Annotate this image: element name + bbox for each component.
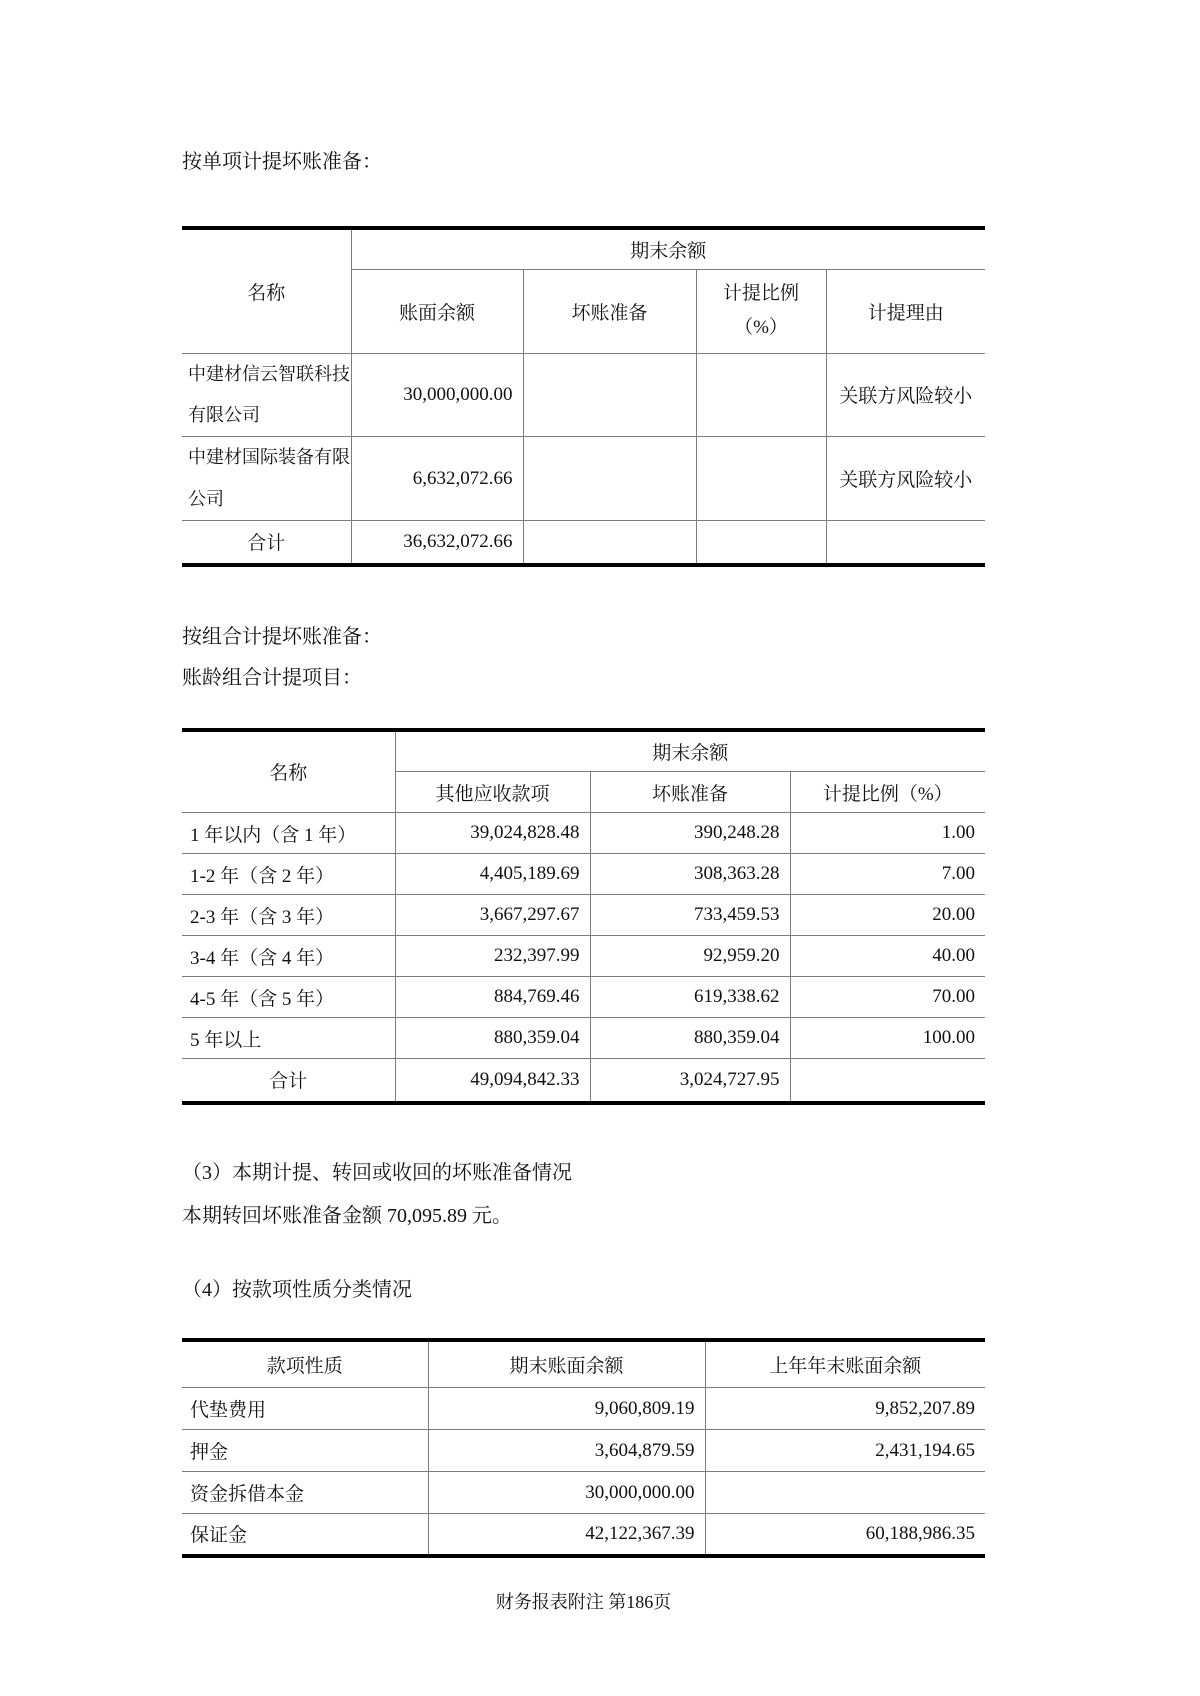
cell-total-other-receivables: 49,094,842.33 [395,1059,590,1103]
cell-aging-bucket: 1-2 年（含 2 年） [182,854,395,895]
cell-total-label: 合计 [182,1059,395,1103]
cell-total-book-balance: 36,632,072.66 [351,521,523,565]
table1-col-header-book-balance: 账面余额 [351,269,523,353]
table-row [182,895,985,936]
cell-other-receivables: 884,769.46 [395,977,590,1018]
table3-header-row [182,1340,985,1388]
cell-other-receivables: 880,359.04 [395,1018,590,1059]
cell-aging-bucket: 2-3 年（含 3 年） [182,895,395,936]
cell-ratio: 20.00 [790,895,985,936]
cell-other-receivables: 39,024,828.48 [395,813,590,854]
section-subtitle-aging-portfolio: 账龄组合计提项目： [182,666,362,689]
cell-bad-debt [523,437,696,521]
table1-col-header-name: 名称 [247,282,286,304]
table3-header [182,1340,985,1388]
cell-ratio: 70.00 [790,977,985,1018]
table-row [182,813,985,854]
table3-col-header-prior-year-balance: 上年年末账面余额 [705,1340,985,1388]
table1-header-row-1 [182,228,985,269]
cell-bad-debt: 733,459.53 [590,895,790,936]
cell-aging-bucket: 4-5 年（含 5 年） [182,977,395,1018]
cell-book-balance: 6,632,072.66 [351,437,523,521]
table-row [182,936,985,977]
cell-bad-debt: 308,363.28 [590,854,790,895]
table-aging-provision [182,728,985,1105]
cell-reason: 关联方风险较小 [826,353,985,437]
cell-prior-year-balance: 60,188,986.35 [705,1514,985,1556]
table2-col-header-other-receivables: 其他应收款项 [395,772,590,813]
section-title-portfolio-provision: 按组合计提坏账准备： [182,625,382,648]
cell-company-name: 中建材信云智联科技有限公司 [182,353,351,437]
cell-nature: 资金拆借本金 [182,1472,428,1514]
table3-col-header-nature: 款项性质 [182,1340,428,1388]
cell-ratio: 100.00 [790,1018,985,1059]
cell-other-receivables: 4,405,189.69 [395,854,590,895]
table2-header-row-1 [182,730,985,772]
table1-ratio-header-line2: （%） [734,317,788,338]
cell-nature: 押金 [182,1430,428,1472]
cell-period-end-balance: 3,604,879.59 [428,1430,705,1472]
cell-aging-bucket: 3-4 年（含 4 年） [182,936,395,977]
table-row [182,1388,985,1430]
cell-prior-year-balance: 9,852,207.89 [705,1388,985,1430]
cell-ratio [696,353,826,437]
table-row [182,1018,985,1059]
table1-col-header-period-end: 期末余额 [351,228,985,269]
cell-total-reason [826,521,985,565]
note3-title: （3）本期计提、转回或收回的坏账准备情况 [182,1161,572,1184]
table1-col-header-ratio [696,269,826,353]
cell-total-ratio [790,1059,985,1103]
table-row [182,437,985,521]
table2-col-header-name: 名称 [269,763,308,785]
cell-bad-debt: 390,248.28 [590,813,790,854]
cell-reason: 关联方风险较小 [826,437,985,521]
table2-col-header-ratio: 计提比例（%） [790,772,985,813]
cell-total-bad-debt [523,521,696,565]
table2-col-header-period-end: 期末余额 [395,730,985,772]
table-nature-classification [182,1338,985,1558]
cell-bad-debt: 92,959.20 [590,936,790,977]
page-footer: 财务报表附注 第186页 [495,1591,672,1612]
table1-header [182,228,985,353]
cell-aging-bucket: 1 年以内（含 1 年） [182,813,395,854]
table-row [182,854,985,895]
cell-bad-debt [523,353,696,437]
table1-total-row [182,521,985,565]
cell-total-label: 合计 [182,521,351,565]
cell-ratio [696,437,826,521]
cell-period-end-balance: 30,000,000.00 [428,1472,705,1514]
cell-book-balance: 30,000,000.00 [351,353,523,437]
cell-other-receivables: 3,667,297.67 [395,895,590,936]
cell-ratio: 40.00 [790,936,985,977]
cell-prior-year-balance [705,1472,985,1514]
table-row [182,1514,985,1556]
table-row [182,1430,985,1472]
note3-text: 本期转回坏账准备金额 70,095.89 元。 [182,1204,512,1227]
table1-col-header-reason: 计提理由 [826,269,985,353]
cell-ratio: 1.00 [790,813,985,854]
cell-total-bad-debt: 3,024,727.95 [590,1059,790,1103]
table2-total-row [182,1059,985,1103]
cell-ratio: 7.00 [790,854,985,895]
cell-nature: 代垫费用 [182,1388,428,1430]
table-row [182,977,985,1018]
table-individual-provision [182,226,985,567]
cell-total-ratio [696,521,826,565]
table-row [182,353,985,437]
table1-col-header-bad-debt: 坏账准备 [523,269,696,353]
table1-ratio-header-line1: 计提比例 [722,282,799,304]
cell-bad-debt: 880,359.04 [590,1018,790,1059]
cell-company-name: 中建材国际装备有限公司 [182,437,351,521]
cell-aging-bucket: 5 年以上 [182,1018,395,1059]
cell-other-receivables: 232,397.99 [395,936,590,977]
document-page [182,0,985,1614]
section-title-individual-provision: 按单项计提坏账准备： [182,151,382,173]
table2-header [182,730,985,813]
cell-nature: 保证金 [182,1514,428,1556]
table3-col-header-period-end-balance: 期末账面余额 [428,1340,705,1388]
note4-title: （4）按款项性质分类情况 [182,1278,412,1301]
cell-period-end-balance: 42,122,367.39 [428,1514,705,1556]
table-row [182,1472,985,1514]
cell-period-end-balance: 9,060,809.19 [428,1388,705,1430]
cell-bad-debt: 619,338.62 [590,977,790,1018]
table2-col-header-bad-debt: 坏账准备 [590,772,790,813]
cell-prior-year-balance: 2,431,194.65 [705,1430,985,1472]
